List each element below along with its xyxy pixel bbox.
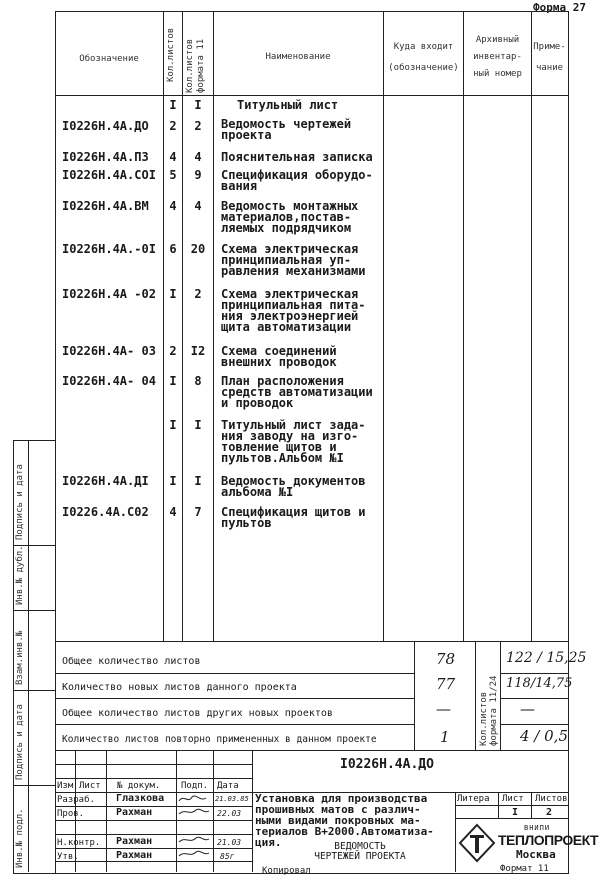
header-designation: Обозначение [79,54,139,64]
signature-2 [179,809,209,814]
name-razrab: Глазкова [116,793,165,804]
sheet-label: Лист [502,794,524,804]
title-doc-code: I0226Н.4А.ДО [340,757,434,772]
date-razrab: 21.03.85 [215,795,249,803]
total-sheets-value: 78 [436,650,456,668]
litera-label: Литера [457,794,490,804]
sheets-label: Листов [535,794,568,804]
date-prov: 22.03 [217,809,242,818]
format-count-label: Кол.листов формата 11/24 [479,675,499,746]
signature-marks [176,792,213,872]
total-format-value: 122 / 15,25 [506,650,587,666]
col-date: Дата [217,781,239,791]
footer-copied: Копировал [262,866,311,876]
sheet-value: I [512,807,519,818]
org-city: Москва [516,848,556,861]
org-name: ТЕПЛОПРОЕКТ [498,832,599,848]
name-prov: Рахман [116,807,153,818]
signature-4 [179,851,209,856]
role-razrab: Разраб. [57,795,95,805]
org-logo [458,823,496,863]
name-utv: Рахман [116,850,153,861]
total-sheets-label: Общее количество листов [62,656,201,667]
signature-1 [179,796,206,801]
col-izm: Изм [57,781,74,791]
header-destination: Куда входит (обозначение) [388,42,459,73]
col-doc: № докум. [117,781,161,791]
new-sheets-value: 77 [436,675,456,693]
new-format-value: 118/14,75 [506,676,573,691]
header-note: Приме- чание [533,42,566,73]
form-label: Форма 27 [533,1,586,14]
header-sheets-count: Кол.листов [166,27,176,82]
other-format-value: — [520,700,535,718]
reused-label: Количество листов повторно примененных в данном проекте [62,734,377,745]
new-sheets-label: Количество новых листов данного проекта [62,682,297,693]
role-nkontr: Н.контр. [57,838,101,848]
header-name: Наименование [265,52,331,62]
date-nkontr: 21.03 [217,838,242,847]
header-sheets-format: Кол.листов формата 11 [185,38,206,93]
side-vzam-inv: Взам.инв.№ [15,630,25,685]
side-inv-dubl: Инв.№ дубл. [15,545,25,605]
col-sign: Подп. [181,781,209,791]
name-nkontr: Рахман [116,836,153,847]
role-prov: Пров. [57,809,85,819]
side-sign-date-1: Подпись и дата [15,464,25,540]
reused-format-value: 4 / 0,5 [520,727,568,745]
header-archive: Архивный инвентар- ный номер [473,35,522,79]
sheets-value: 2 [546,807,553,818]
col-list: Лист [79,781,101,791]
reused-value: 1 [440,728,450,746]
org-small: ВНИПИ [524,824,551,832]
side-sign-date-2: Подпись и дата [15,704,25,780]
other-new-value: — [436,700,451,718]
date-utv: 85г [220,852,235,861]
role-utv: Утв. [57,852,79,862]
side-inv-podl: Инв.№ подл. [15,808,25,868]
other-new-label: Общее количество листов других новых проектов [62,708,333,719]
signature-3 [179,837,209,842]
project-title: Установка для производства прошивных матов с различ- ными видами покровных ма- териалов В+2000.Автоматиза- ция. [255,792,434,849]
footer-format: Формат 11 [500,864,549,874]
doc-title: ВЕДОМОСТЬ ЧЕРТЕЖЕЙ ПРОЕКТА [314,841,406,862]
